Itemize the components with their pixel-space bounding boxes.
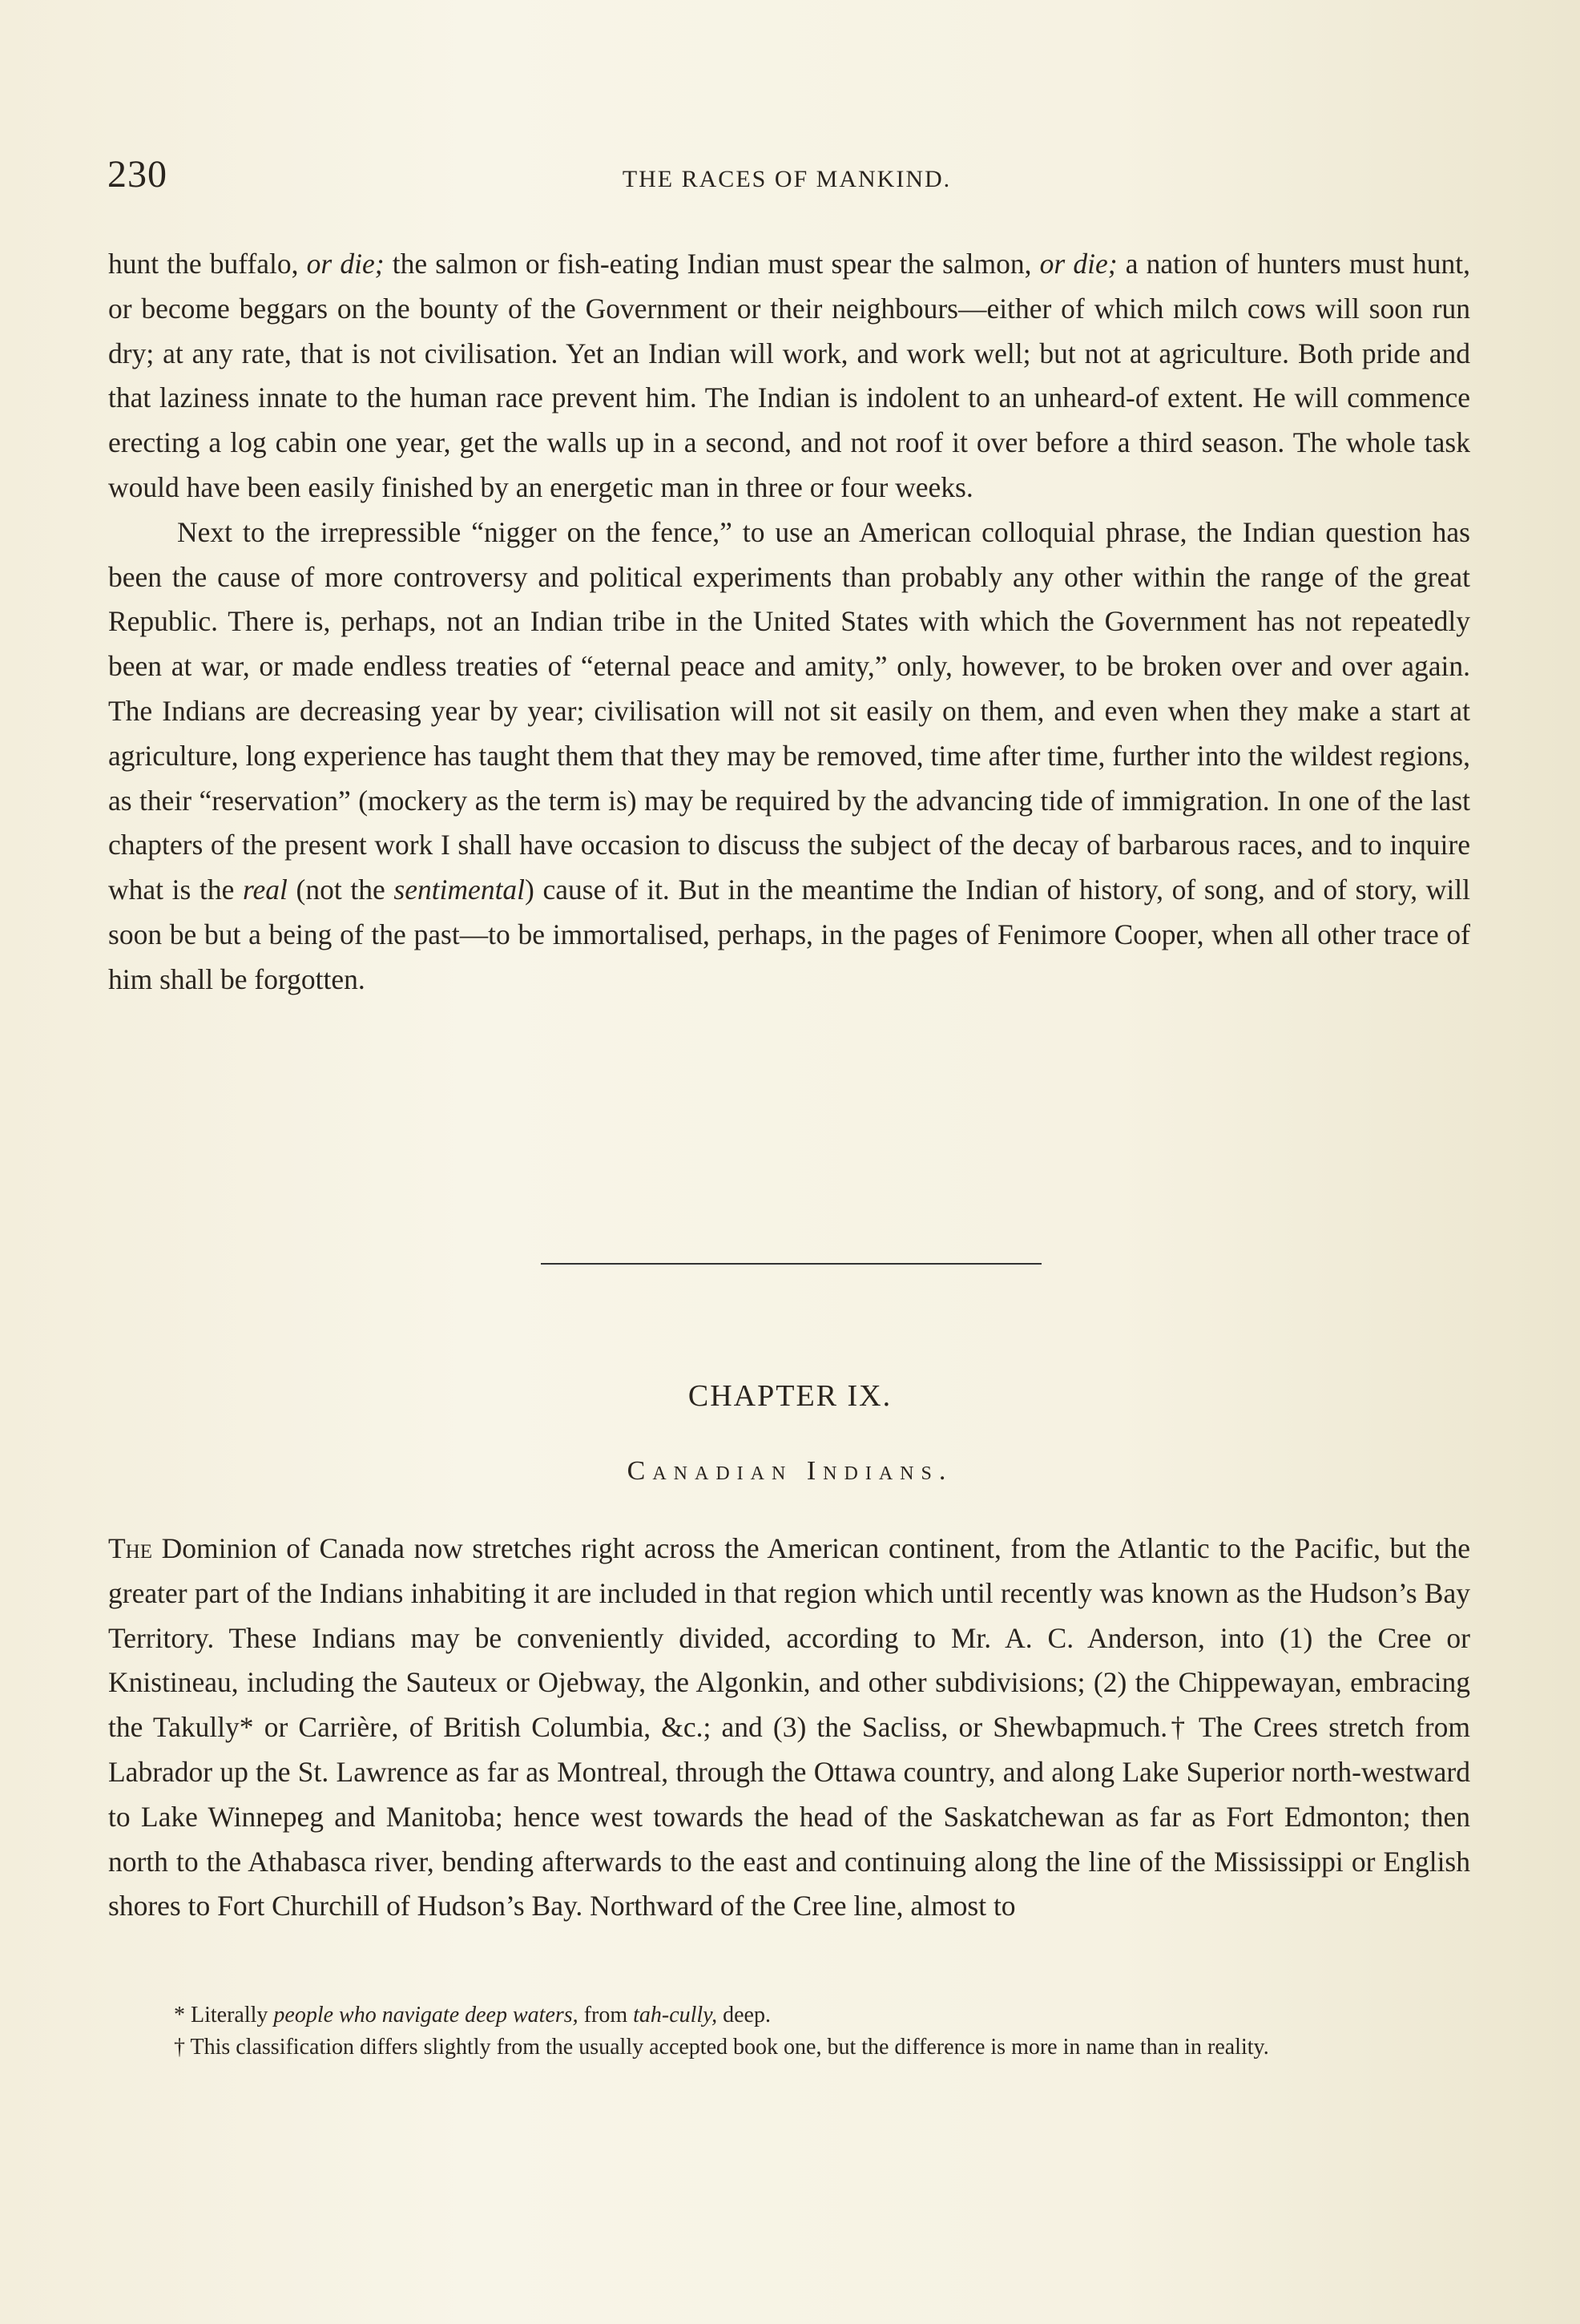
running-head: THE RACES OF MANKIND. xyxy=(622,166,952,192)
footnote-2: † This classification differs slightly from the usually accepted book one, but the difference is more in name than in reality. xyxy=(174,2035,1269,2060)
footnotes xyxy=(108,1999,1470,2064)
chapter-subtitle: Canadian Indians. xyxy=(627,1456,953,1486)
paragraph-chapter-opening: The Dominion of Canada now stretches right across the American continent, from the Atlantic to the Pacific, but the greater part of the Indians inhabiting it are included in that region which until recently was known as the Hudson’s Bay Territory. These Indians may be conveniently divided, according to Mr. A. C. Anderson, into (1) the Cree or Knistineau, including the Sauteux or Ojebway, the Algonkin, and other subdivisions; (2) the Chippewayan, embracing the Takully* or Carrière, of British Columbia, &c.; and (3) the Sacliss, or Shewbapmuch.† The Crees stretch from Labrador up the St. Lawrence as far as Montreal, through the Ottawa country, and along Lake Superior north-westward to Lake Winnepeg and Manitoba; hence west towards the head of the Saskatchewan as far as Fort Edmonton; then north to the Athabasca river, bending afterwards to the east and continuing along the line of the Mississippi or English shores to Fort Churchill of Hudson’s Bay. Northward of the Cree line, almost to xyxy=(108,1532,1470,1923)
chapter-title: CHAPTER IX. xyxy=(687,1379,893,1413)
page-header xyxy=(99,152,1474,200)
footnote-1: * Literally people who navigate deep waters, from tah-cully, deep. xyxy=(174,2003,771,2027)
page-number: 230 xyxy=(107,153,167,196)
body-text-upper xyxy=(108,242,1470,1003)
paragraph-indian-question: Next to the irrepressible “nigger on the fence,” to use an American colloquial phrase, the Indian question has been the cause of more controversy and political experiments than probably any other within the range of the great Republic. There is, perhaps, not an Indian tribe in the United States with which the Government has not repeatedly been at war, or made endless treaties of “eternal peace and amity,” only, however, to be broken over and over again. The Indians are decreasing year by year; civilisation will not sit easily on them, and even when they make a start at agriculture, long experience has taught them that they may be removed, time after time, further into the wildest regions, as their “reservation” (mockery as the term is) may be required by the advancing tide of immigration. In one of the last chapters of the present work I shall have occasion to discuss the subject of the decay of barbarous races, and to inquire what is the real (not the sentimental) cause of it. But in the meantime the Indian of history, of song, and of story, will soon be but a being of the past—to be immortalised, perhaps, in the pages of Fenimore Cooper, when all other trace of him shall be forgotten. xyxy=(108,515,1471,995)
opening-word: The xyxy=(108,1532,153,1564)
body-text-chapter xyxy=(108,1527,1470,1929)
paragraph-continued: hunt the buffalo, or die; the salmon or fish-eating Indian must spear the salmon, or die; a nation of hunters must hunt, or become beggars on the bounty of the Government or their neighbours—either of which milch cows will soon run dry; at any rate, that is not civilisation. Yet an Indian will work, and work well; but not at agriculture. Both pride and that laziness innate to the human race prevent him. The Indian is indolent to an unheard-of extent. He will commence erecting a log cabin one year, get the walls up in a second, and not roof it over before a third season. The whole task would have been easily finished by an energetic man in three or four weeks. xyxy=(108,248,1471,503)
section-divider-rule xyxy=(541,1263,1042,1265)
